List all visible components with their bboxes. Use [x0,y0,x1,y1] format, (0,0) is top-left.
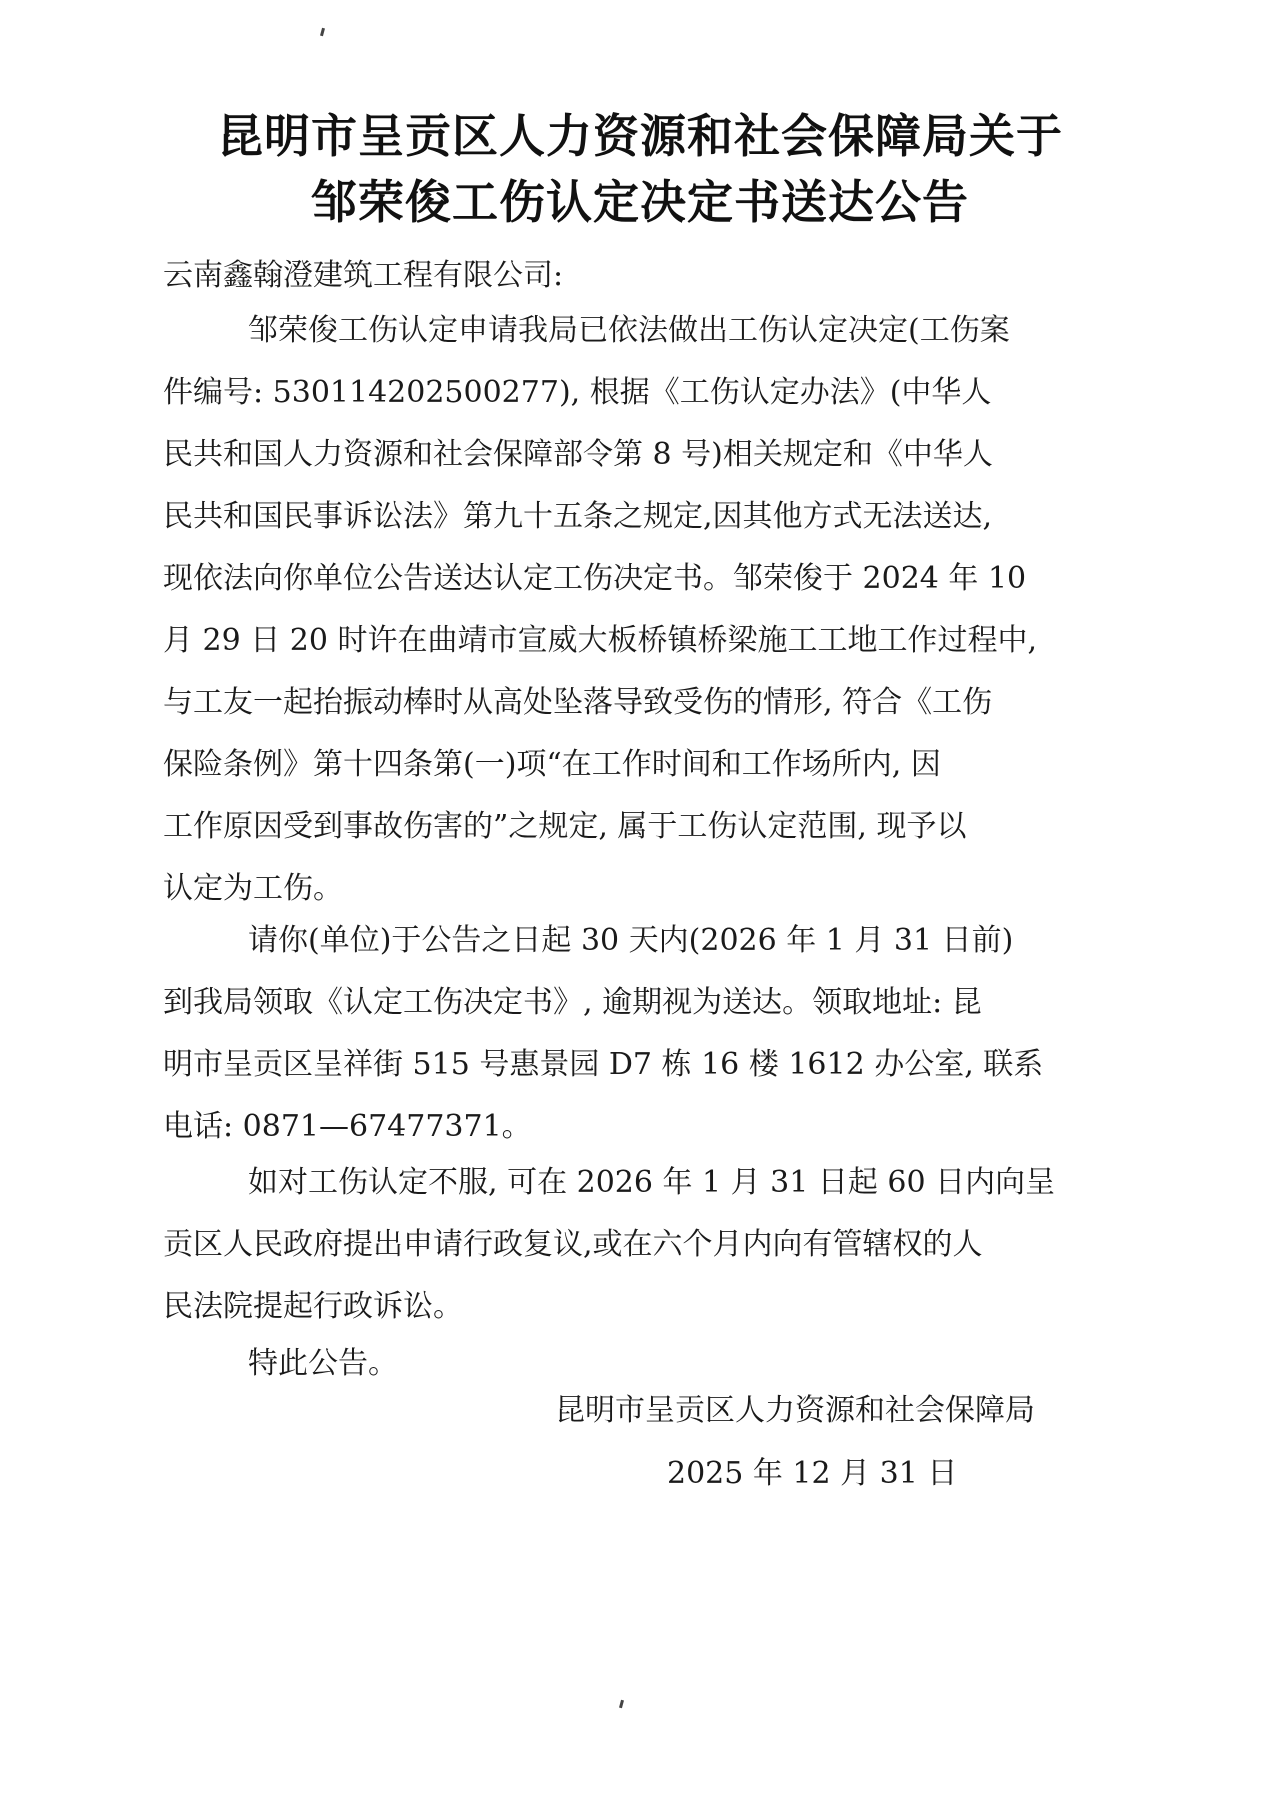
text-line: 明市呈贡区呈祥街 515 号惠景园 D7 栋 16 楼 1612 办公室, 联系 [163,1047,1044,1082]
text-line: 民共和国人力资源和社会保障部令第 8 号)相关规定和《中华人 [163,437,993,472]
text-line: 保险条例》第十四条第(一)项“在工作时间和工作场所内, 因 [163,747,941,782]
text-line: 民法院提起行政诉讼。 [163,1289,463,1324]
paragraph-pickup-instructions [163,910,1043,1158]
text-line: 如对工伤认定不服, 可在 2026 年 1 月 31 日起 60 日内向呈 [248,1165,1056,1200]
addressee: 云南鑫翰澄建筑工程有限公司: [163,258,564,293]
text-line: 认定为工伤。 [163,871,343,906]
text-line: 到我局领取《认定工伤决定书》, 逾期视为送达。领取地址: 昆 [163,985,982,1020]
text-line: 工作原因受到事故伤害的”之规定, 属于工伤认定范围, 现予以 [163,809,967,844]
closing-phrase: 特此公告。 [248,1346,398,1381]
paragraph-appeal-rights [163,1152,1055,1338]
document-title-line-1: 昆明市呈贡区人力资源和社会保障局关于 [217,109,1063,163]
text-line: 请你(单位)于公告之日起 30 天内(2026 年 1 月 31 日前) [248,923,1014,958]
issue-date: 2025 年 12 月 31 日 [667,1456,958,1491]
text-line: 邹荣俊工伤认定申请我局已依法做出工伤认定决定(工伤案 [248,313,1010,348]
text-line: 件编号: 530114202500277), 根据《工伤认定办法》(中华人 [163,375,992,410]
text-line: 贡区人民政府提出申请行政复议,或在六个月内向有管辖权的人 [163,1227,983,1262]
text-line: 民共和国民事诉讼法》第九十五条之规定,因其他方式无法送达, [163,499,993,534]
paragraph-decision [163,300,1037,920]
issuing-authority: 昆明市呈贡区人力资源和社会保障局 [555,1393,1035,1428]
scan-artifact-mark [619,1700,624,1709]
text-line: 现依法向你单位公告送达认定工伤决定书。邹荣俊于 2024 年 10 [163,561,1027,596]
document-title-line-2: 邹荣俊工伤认定决定书送达公告 [311,175,969,229]
scan-artifact-mark [320,28,325,37]
text-line: 月 29 日 20 时许在曲靖市宣威大板桥镇桥梁施工工地工作过程中, [163,623,1038,658]
text-line: 电话: 0871—67477371。 [163,1109,532,1144]
text-line: 与工友一起抬振动棒时从高处坠落导致受伤的情形, 符合《工伤 [163,685,993,720]
